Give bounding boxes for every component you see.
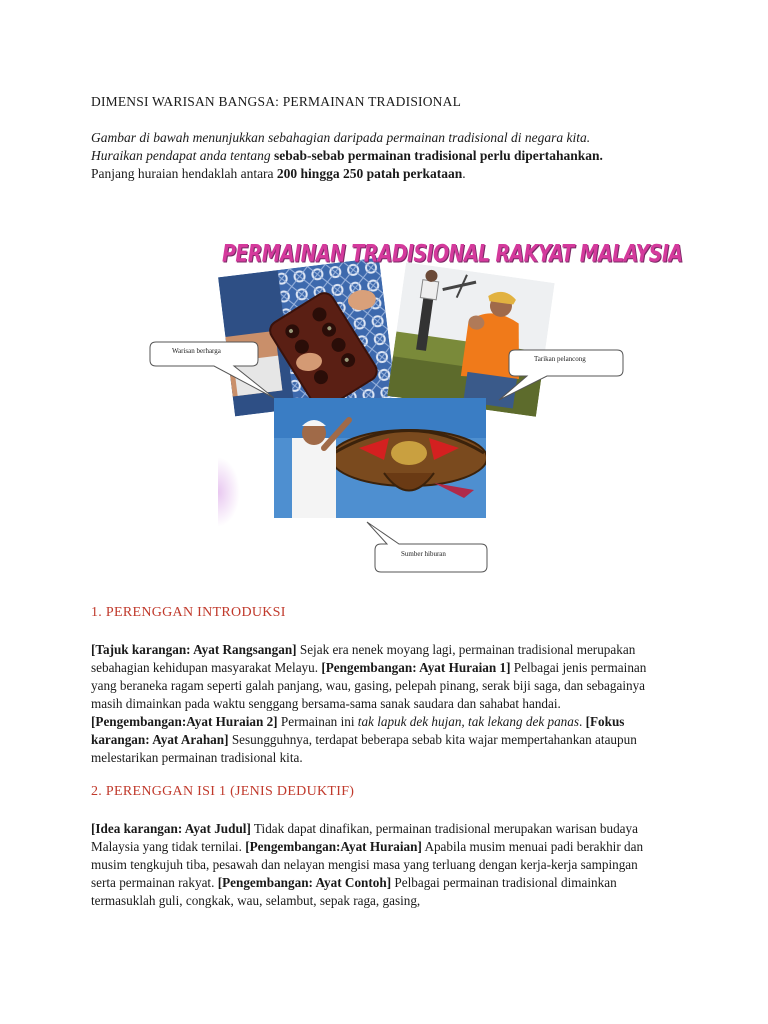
question-word-count: 200 hingga 250 patah perkataan (276, 166, 463, 181)
question-focus: sebab-sebab permainan tradisional perlu dipertahankan. (273, 148, 603, 163)
essay-question: Gambar di bawah menunjukkan sebahagian daripada permainan tradisional di negara kita. Huraikan pendapat anda tentang sebab-sebab permainan tradisional perlu dipertahankan. Panjang huraian hendaklah antara 200 hingga 250 patah perkataan. (91, 130, 603, 181)
s2-tag-huraian: [Pengembangan:Ayat Huraian] (245, 839, 422, 854)
s1-tag-arahan: [Fokus karangan: Ayat Arahan] (91, 714, 625, 747)
s2-tag-judul: [Idea karangan: Ayat Judul] (91, 821, 251, 836)
callout-left-label: Warisan berharga (172, 347, 221, 355)
callout-bottom-bubble (365, 520, 491, 576)
collage-title: PERMAINAN TRADISIONAL RAKYAT MALAYSIA (222, 240, 683, 268)
question-line-2: Huraikan pendapat anda tentang (91, 148, 271, 163)
question-line-1: Gambar di bawah menunjukkan sebahagian daripada permainan tradisional di negara kita. (91, 130, 591, 145)
s1-tag-rangsangan: [Tajuk karangan: Ayat Rangsangan] (91, 642, 297, 657)
document-title: DIMENSI WARISAN BANGSA: PERMAINAN TRADISIONAL (91, 94, 462, 109)
question-length-text: Panjang huraian hendaklah antara (91, 166, 274, 181)
wau-kite-photo (274, 398, 486, 518)
section-2-paragraph: [Idea karangan: Ayat Judul] Tidak dapat dinafikan, permainan tradisional merupakan warisan budaya Malaysia yang tidak ternilai. [Pengembangan:Ayat Huraian] Apabila musim menuai padi berakhir dan musim tengkujuh tiba, pesawah dan nelayan mengisi masa yang terluang dengan kerja-kerja sampingan serta permainan rakyat. [Pengembangan: Ayat Contoh] Pelbagai permainan tradisional dimainkan termasuklah guli, congkak, wau, selambut, sepak raga, gasing, (91, 821, 644, 908)
collage-glow-decoration (218, 457, 240, 527)
section-1-heading: 1. PERENGGAN INTRODUKSI (91, 605, 286, 620)
section-1-paragraph: [Tajuk karangan: Ayat Rangsangan] Sejak era nenek moyang lagi, permainan tradisional merupakan sebahagian kehidupan masyarakat Melayu. [Pengembangan: Ayat Huraian 1] Pelbagai jenis permainan yang beraneka ragam seperti galah panjang, wau, gasing, pelepah pinang, serak biji saga, dan sebagainya masih dimainkan pada waktu senggang bersama-sama sanak saudara dan sahabat handai. [Pengembangan:Ayat Huraian 2] Permainan ini tak lapuk dek hujan, tak lekang dek panas. [Fokus karangan: Ayat Arahan] Sesungguhnya, terdapat beberapa sebab kita wajar mempertahankan ataupun melestarikan permainan tradisional kita. (91, 642, 647, 765)
s2-tag-contoh: [Pengembangan: Ayat Contoh] (217, 875, 392, 890)
callout-bottom-label: Sumber hiburan (401, 550, 446, 558)
section-2-heading: 2. PERENGGAN ISI 1 (JENIS DEDUKTIF) (91, 784, 355, 799)
callout-right-label: Tarikan pelancong (534, 355, 586, 363)
s1-tag-huraian-2: [Pengembangan:Ayat Huraian 2] (91, 714, 278, 729)
s1-peribahasa: tak lapuk dek hujan, tak lekang dek panas (357, 714, 579, 729)
s1-tag-huraian-1: [Pengembangan: Ayat Huraian 1] (321, 660, 511, 675)
